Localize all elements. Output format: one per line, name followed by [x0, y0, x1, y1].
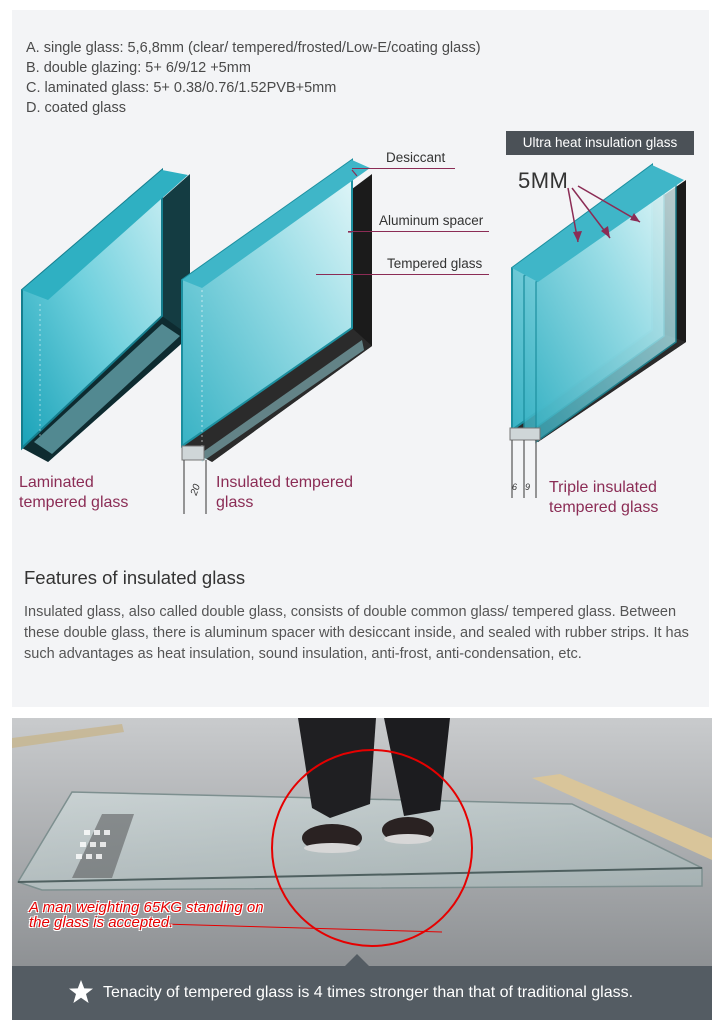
insulated-glass-illustration: [182, 160, 372, 514]
triple-gap-label-a: 6: [512, 482, 518, 492]
spec-item: D. coated glass: [26, 100, 126, 116]
label-line: tempered glass: [549, 499, 659, 516]
label-line: Laminated: [19, 474, 94, 491]
laminated-glass-label: [19, 473, 128, 513]
spec-item: C. laminated glass: 5+ 0.38/0.76/1.52PVB+5mm: [26, 80, 337, 96]
label-line: Insulated tempered: [216, 474, 353, 491]
triple-gap-label-b: 9: [525, 482, 531, 492]
label-line: Triple insulated: [549, 479, 657, 496]
features-title: Features of insulated glass: [24, 567, 246, 588]
label-line: tempered glass: [19, 494, 129, 511]
tenacity-text: Tenacity of tempered glass is 4 times stronger than that of traditional glass.: [103, 984, 634, 1001]
insulated-gap-label: 20: [188, 482, 203, 497]
star-icon: [68, 979, 94, 1005]
caption-line: the glass is accepted.: [29, 914, 174, 931]
five-mm-label: 5MM: [518, 168, 569, 193]
spec-item: B. double glazing: 5+ 6/9/12 +5mm: [26, 60, 251, 76]
product-spec-panel: [12, 10, 709, 707]
desiccant-callout: Desiccant: [352, 150, 455, 169]
laminated-glass-illustration: [22, 170, 190, 462]
insulated-glass-label: [216, 473, 353, 513]
load-test-photo: [12, 718, 712, 966]
spec-item: A. single glass: 5,6,8mm (clear/ tempered/frosted/Low-E/coating glass): [26, 40, 481, 56]
aluminum-spacer-callout: Aluminum spacer: [348, 213, 489, 232]
tempered-glass-callout: Tempered glass: [316, 256, 489, 275]
caption-line: A man weighting 65KG standing on: [29, 899, 264, 916]
tenacity-banner: [12, 966, 712, 1020]
triple-glass-illustration: [510, 165, 686, 498]
ultra-heat-insulation-badge: Ultra heat insulation glass: [506, 131, 694, 155]
features-description: Insulated glass, also called double glass, consists of double common glass/ tempered glass. Between these double glass, there is aluminum spacer with desiccant inside, and sealed with rubber strips. It has such advantages as heat insulation, sound insulation, anti-frost, anti-condensation, etc.: [24, 604, 689, 662]
triple-glass-label: [549, 478, 658, 518]
label-line: glass: [216, 494, 254, 511]
load-test-caption: [29, 900, 264, 930]
banner-notch: [345, 954, 369, 966]
